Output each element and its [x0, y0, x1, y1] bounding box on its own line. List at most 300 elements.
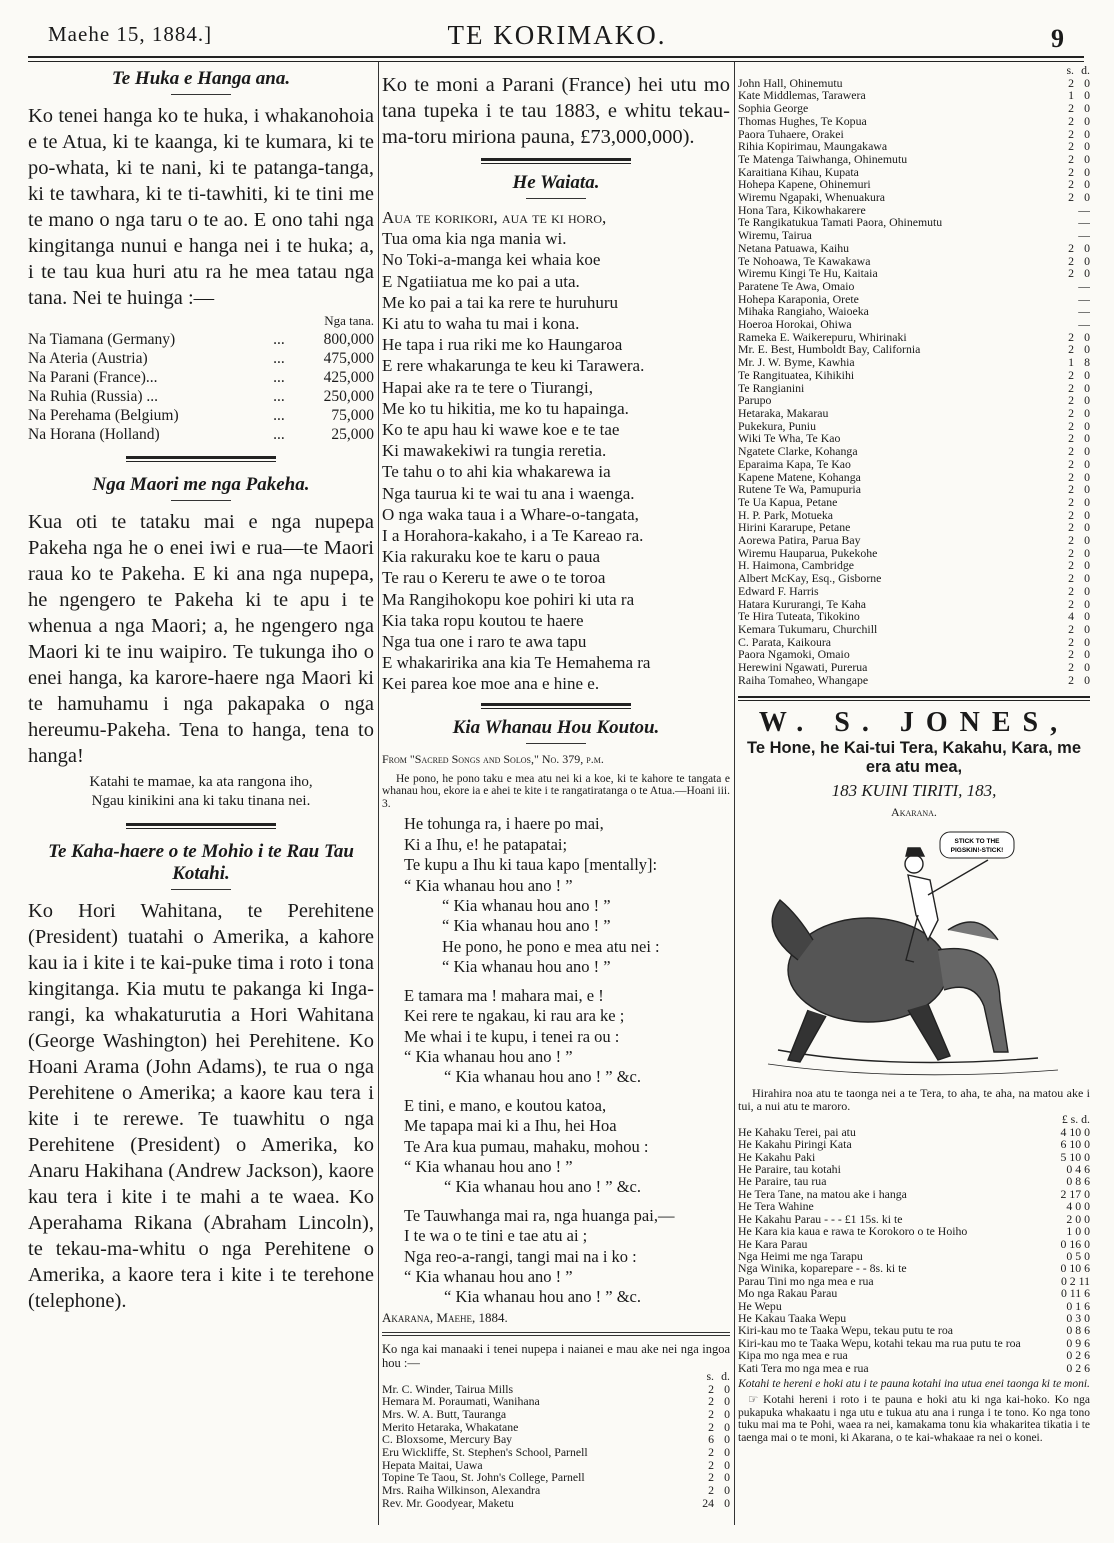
verse-line: Ki a Ihu, e! he patapatai; [404, 834, 568, 854]
list-item [738, 102, 1090, 115]
price-value: 0 10 6 [1060, 1261, 1090, 1276]
pence: 0 [724, 1470, 730, 1485]
ad-city: Akarana. [891, 805, 937, 820]
pence: 0 [1084, 520, 1090, 535]
pence: 8 [1084, 355, 1090, 370]
shillings: 1 [1068, 355, 1074, 370]
table-header: Nga tana. [324, 313, 374, 328]
column-divider [734, 62, 735, 1525]
subscriber-name: Albert McKay, Esq., Gisborne [738, 571, 882, 586]
shillings: 2 [708, 1445, 714, 1460]
list-item [738, 585, 1090, 598]
subscriber-name: Te Hira Tuteata, Tikokino [738, 609, 860, 624]
country-cell: Na Horana (Holland) [28, 426, 160, 443]
ad-intro: Hirahira noa atu te taonga nei a te Tera, to aha, te aha, na matou ake i tui, a nui atu te maroro. [738, 1086, 1090, 1114]
subscriber-name: Wiremu Kingi Te Hu, Kaitaia [738, 266, 878, 281]
verse-line: “ Kia whanau hou ano ! ” [442, 957, 611, 977]
shillings: 2 [708, 1419, 714, 1434]
price-value: 0 8 6 [1066, 1174, 1090, 1189]
price-row [738, 1262, 1090, 1274]
price-value: 0 2 6 [1066, 1348, 1090, 1363]
pence: 0 [1084, 647, 1090, 662]
country-cell: Na Tiamana (Germany) [28, 331, 176, 348]
horse-rider-illustration [738, 820, 1090, 1082]
shillings: 2 [1068, 494, 1074, 509]
price-row [738, 1362, 1090, 1374]
pence: 0 [724, 1394, 730, 1409]
masthead-title: TE KORIMAKO. [447, 20, 667, 50]
pence: 0 [1084, 494, 1090, 509]
verse-line: Me tapapa mai ki a Ihu, hei Hoa [404, 1116, 617, 1136]
shillings [1058, 216, 1074, 229]
page-number: 9 [1051, 24, 1064, 53]
shillings: 2 [1068, 139, 1074, 154]
list-item [738, 153, 1090, 166]
page-header [40, 20, 1074, 52]
title-rule [171, 889, 231, 890]
price-item: He Paraire, tau kotahi [738, 1162, 841, 1177]
shillings: 2 [1068, 507, 1074, 522]
subscriber-name: Raiha Tomaheo, Whangape [738, 672, 869, 687]
price-value: 0 3 0 [1066, 1310, 1090, 1325]
pence: 0 [1084, 126, 1090, 141]
verse-line [382, 1198, 730, 1206]
shillings [1058, 280, 1074, 293]
list-item [738, 445, 1090, 458]
verse-line: Aua te korikori, aua te ki horo, [382, 208, 607, 227]
hymn-verse [382, 814, 730, 1307]
shillings: 2 [1068, 660, 1074, 675]
list-item [738, 115, 1090, 128]
shillings: 2 [1068, 571, 1074, 586]
donor-name: C. Bloxsome, Mercury Bay [382, 1432, 513, 1447]
verse-line: E rere whakarunga te keu ki Tarawera. [382, 356, 645, 376]
verse-line: O nga waka taua i a Whare-o-tangata, [382, 504, 639, 524]
pence: 0 [1084, 431, 1090, 446]
donor-name: Eru Wickliffe, St. Stephen's School, Parnell [382, 1445, 588, 1460]
price-item: He Kakau Taaka Wepu [738, 1310, 847, 1325]
shillings: 2 [1068, 583, 1074, 598]
dots-cell: ... [273, 369, 285, 386]
pence: 0 [1084, 507, 1090, 522]
price-item: Kiri-kau mo te Taaka Wepu, tekau putu te roa [738, 1323, 953, 1338]
shillings: 2 [1068, 380, 1074, 395]
price-item: Parau Tini mo nga mea e rua [738, 1273, 874, 1288]
subscriber-name: Hohepa Kapene, Ohinemuri [738, 177, 871, 192]
verse-line: “ Kia whanau hou ano ! ” [404, 875, 573, 895]
shillings: 2 [1068, 75, 1074, 90]
subscriber-name: Mihaka Rangiaho, Waioeka [738, 304, 869, 319]
tonnage-cell: 250,000 [323, 388, 374, 405]
pence: 0 [724, 1419, 730, 1434]
donor-name: Merito Hetaraka, Whakatane [382, 1419, 519, 1434]
donor-name: Hepata Maitai, Uawa [382, 1457, 483, 1472]
ad-address: 183 KUINI TIRITI, 183, [831, 781, 997, 801]
verse-line: “ Kia whanau hou ano ! ” &c. [444, 1177, 642, 1197]
price-row [738, 1138, 1090, 1150]
shillings: 2 [1068, 647, 1074, 662]
list-item [738, 496, 1090, 509]
subscriber-name: Te Nohoawa, Te Kawakawa [738, 253, 871, 268]
pence: 0 [1084, 113, 1090, 128]
pence: 0 [1084, 533, 1090, 548]
price-value: 0 2 6 [1066, 1360, 1090, 1375]
price-item: He Kahaku Terei, pai atu [738, 1124, 856, 1139]
pence: 0 [1084, 672, 1090, 687]
pence: 0 [1084, 558, 1090, 573]
title-rule [526, 743, 586, 744]
list-item [738, 623, 1090, 636]
shillings: 2 [1068, 634, 1074, 649]
price-item: He Kakahu Parau - - - £1 15s. ki te [738, 1211, 903, 1226]
donor-name: Rev. Mr. Goodyear, Maketu [382, 1495, 514, 1510]
hymn-signature: Akarana, Maehe, 1884. [382, 1309, 508, 1325]
subscriber-name: Hohepa Karaponia, Orete [738, 291, 859, 306]
verse-line: “ Kia whanau hou ano ! ” &c. [444, 1067, 642, 1087]
verse-line: “ Kia whanau hou ano ! ” [404, 1156, 573, 1176]
pence: 0 [724, 1495, 730, 1510]
list-item [382, 1484, 730, 1497]
issue-date: Maehe 15, 1884.] [48, 22, 213, 46]
verse-line: Kia taka ropu koutou te haere [382, 610, 584, 630]
title-rule [171, 500, 231, 501]
list-item [738, 572, 1090, 585]
subscriber-name: H. Haimona, Cambridge [738, 558, 854, 573]
shillings: 2 [708, 1381, 714, 1396]
pence: 0 [1084, 596, 1090, 611]
price-value: 0 9 6 [1066, 1335, 1090, 1350]
table-row [28, 368, 374, 387]
subscriber-name: Mr. J. W. Byme, Kawhia [738, 355, 855, 370]
price-value: 0 8 6 [1066, 1323, 1090, 1338]
ad-note: Kotahi te hereni e hoki atu i te pauna kotahi ina utua enei taonga ki te moni. [738, 1377, 1090, 1390]
verse-line: Ma Rangihokopu koe pohiri ki uta ra [382, 589, 635, 609]
ad-footer: ☞ Kotahi hereni i roto i te pauna e hoki atu ki nga kai-hoko. Ko nga pukapuka whakaatu i nga utu e tukua atu ana i runga i te tono. Ko nga tono tuku mai ma te Pohi, waea ra nei, kamakama tonu kia whakaritea tikatia i te taenga mai o te moni, ki Akarana, o te kai-whakaae ra nei o konei. [738, 1394, 1090, 1444]
subscriber-name: Sophia George [738, 101, 809, 116]
subscriber-name: Hatara Kururangi, Te Kaha [738, 596, 867, 611]
shillings: 2 [708, 1457, 714, 1472]
column-divider [378, 62, 379, 1525]
country-cell: Na Ruhia (Russia) ... [28, 388, 159, 405]
list-item [738, 382, 1090, 395]
tonnage-cell: 800,000 [323, 331, 374, 348]
verse-line: “ Kia whanau hou ano ! ” [404, 1046, 573, 1066]
pence: 0 [1084, 266, 1090, 281]
verse-line [382, 1088, 730, 1096]
dots-cell: ... [273, 388, 285, 405]
verse-line: Te kupu a Ihu ki taua kapo [mentally]: [404, 855, 658, 875]
dots-cell: ... [273, 426, 285, 443]
article-body: Ko tenei hanga ko te huka, i whakanohoia e te Atua, ki te kaanga, ki te kumara, ki te po-whata, ki te nani, ki te patanga-tanga, ki te tawhara, ki te ti-tawhiti, ki te tini me te mano o nga taru o te ao. E ono tahi nga kingitanga nunui e hanga nei i te huka; a, i te tau kua huri atu ra he mea tatau nga tana. Nei te huinga :— [28, 105, 374, 309]
column-1 [28, 64, 374, 1529]
pence: — [1078, 228, 1090, 243]
country-cell: Na Parani (France)... [28, 369, 158, 386]
price-item: Kipa mo nga mea e rua [738, 1348, 848, 1363]
verse-line: He pono, he pono e mea atu nei : [442, 936, 660, 956]
pence: — [1078, 317, 1090, 332]
title-rule [526, 198, 586, 199]
subscriber-name: Wiremu Ngapaki, Whenuakura [738, 190, 886, 205]
verse-line: I te wa o te tini e tae atu ai ; [404, 1226, 588, 1246]
svg-text:PIGSKIN!-STICK!: PIGSKIN!-STICK! [950, 847, 1004, 855]
verse-line: Ngau kinikini ana ki taku tinana nei. [91, 793, 311, 809]
article-title: Te Huka e Hanga ana. [111, 68, 291, 89]
shillings: 2 [1068, 520, 1074, 535]
price-value: 2 0 0 [1066, 1211, 1090, 1226]
list-item [738, 407, 1090, 420]
shillings: 2 [1068, 444, 1074, 459]
ad-tagline: Te Hone, he Kai-tui Tera, Kakahu, Kara, me era atu mea, [746, 739, 1082, 777]
pence: 0 [724, 1406, 730, 1421]
pence: 0 [1084, 190, 1090, 205]
verse-line: “ Kia whanau hou ano ! ” &c. [444, 1287, 642, 1307]
pence: — [1078, 278, 1090, 293]
pence: 0 [724, 1432, 730, 1447]
price-row [738, 1200, 1090, 1212]
pence: 0 [1084, 482, 1090, 497]
pence: 0 [724, 1445, 730, 1460]
pence: 0 [1084, 456, 1090, 471]
donors-table: s. d. Mr. C. Winder, Tairua Mills 2 0 Hemara M. Poraumati, Wanihana 2 0 Mrs. W. A. Butt, Tauranga 2 0 Merito Hetaraka, Whakatane 2 0 C. Bloxsome, Mercury Bay 6 0 Eru Wickliffe, St. Stephen's School, Parnell 2 0 Hepata Maitai, Uawa 2 0 Topine Te Taou, St. John's College, Parnell 2 0 Mrs. Raiha Wilkinson, Alexandra 2 0 Rev. Mr. Goodyear, Maketu 24 0 [382, 1368, 730, 1510]
country-cell: Na Perehama (Belgium) [28, 407, 179, 424]
price-value: 0 5 0 [1066, 1248, 1090, 1263]
tonnage-cell: 25,000 [331, 426, 374, 443]
subscriber-name: Hirini Kararupe, Petane [738, 520, 851, 535]
pence: 0 [1084, 418, 1090, 433]
tonnage-cell: 425,000 [323, 369, 374, 386]
article-title: Kia Whanau Hou Koutou. [452, 716, 660, 738]
shillings: 2 [1068, 545, 1074, 560]
subscriber-name: Herewini Ngawati, Purerua [738, 660, 868, 675]
verse-line [382, 978, 730, 986]
pence: 0 [1084, 88, 1090, 103]
price-item: He Kara kia kaua e rawa te Korokoro o te Hoiho [738, 1224, 968, 1239]
pence: 0 [1084, 393, 1090, 408]
pence: 0 [1084, 240, 1090, 255]
section-separator [126, 456, 276, 462]
subscriber-name: Paora Tuhaere, Orakei [738, 126, 844, 141]
shillings: 4 [1068, 609, 1074, 624]
verse-line: Te Tauwhanga mai ra, nga huanga pai,— [404, 1205, 675, 1225]
price-value: 0 16 0 [1060, 1236, 1090, 1251]
price-item: He Tera Wahine [738, 1199, 814, 1214]
price-item: Mo nga Rakau Parau [738, 1286, 838, 1301]
pence: 0 [1084, 405, 1090, 420]
verse-line: Me ko pai a tai ka rere te huruhuru [382, 292, 619, 312]
article-body: Ko te moni a Parani (France) hei utu mo tana tupeka i te tau 1883, e whitu tekau-ma-toru miriona pauna, £73,000,000). [382, 74, 730, 148]
shillings: 2 [1068, 456, 1074, 471]
shillings: 2 [1068, 405, 1074, 420]
verse-line: Kia rakuraku koe te karu o paua [382, 547, 601, 567]
article-body: Ko Hori Wahitana, te Perehitene (President) tuatahi o Amerika, a kahore kau ia i kite i te kai-puke tima i roto i tona kingitanga. Kia mutu te pakanga ki Inga-rangi, ka whakaturutia a Hori Wahitana (George Washington) hei Perehitene. Ko Hoani Arama (John Adams), te rua o nga Perehitene o Amerika; a kaore kau tera i kite i te rerewe. Te tuawhitu o nga Perehitene (President) o Amerika, ko Anaru Hakihana (Andrew Jackson), kaore kau tera i kite i te mahi a te waea. Ko Aperahama Rikana (Abraham Lincoln), te tekau-ma-whitu o nga Perehitene o Amerika, a kaore tera i kite i te terehone (telephone). [28, 900, 374, 1312]
pence: 0 [1084, 367, 1090, 382]
shillings: 2 [1068, 266, 1074, 281]
shillings: 6 [708, 1432, 714, 1447]
shillings: 24 [702, 1495, 714, 1510]
price-header: £ s. d. [1061, 1112, 1090, 1127]
tonnage-cell: 475,000 [323, 350, 374, 367]
subscriber-name: Wiremu, Tairua [738, 228, 812, 243]
shillings: 2 [708, 1394, 714, 1409]
pence: 0 [1084, 469, 1090, 484]
price-item: Kiri-kau mo te Taaka Wepu, kotahi tekau ma rua putu te roa [738, 1335, 1021, 1350]
list-item [738, 661, 1090, 674]
shillings: 2 [1068, 393, 1074, 408]
shillings: 2 [708, 1406, 714, 1421]
list-item [738, 356, 1090, 369]
pence: — [1078, 215, 1090, 230]
subscriber-name: Te Matenga Taiwhanga, Ohinemutu [738, 151, 908, 166]
donors-intro: Ko nga kai manaaki i tenei nupepa i naianei e mau ake nei nga ingoa hou :— [382, 1341, 730, 1370]
shillings [1058, 305, 1074, 318]
advertiser-name: W. S. JONES, [758, 707, 1070, 739]
donor-name: Mr. C. Winder, Tairua Mills [382, 1381, 514, 1396]
subscriber-name: Kate Middlemas, Tarawera [738, 88, 866, 103]
table-row [28, 425, 374, 444]
article-title: He Waiata. [512, 172, 600, 193]
shillings: 2 [1068, 177, 1074, 192]
price-table [738, 1113, 1090, 1374]
subscriber-name: Karaitiana Kihau, Kupata [738, 164, 859, 179]
verse-line: Te rau o Kereru te awe o te toroa [382, 568, 606, 588]
pence: 0 [1084, 444, 1090, 459]
shillings: 1 [1068, 88, 1074, 103]
column-2 [382, 64, 730, 1529]
table-row [28, 387, 374, 406]
list-item [738, 534, 1090, 547]
tonnage-cell: 75,000 [331, 407, 374, 424]
pence: 0 [724, 1457, 730, 1472]
shillings: 2 [1068, 482, 1074, 497]
verse-line: I a Horahora-kakaho, i a Te Kareao ra. [382, 526, 644, 546]
verse-line: Te Ara kua pumau, mahaku, mohou : [404, 1136, 649, 1156]
pence: 0 [1084, 571, 1090, 586]
dots-cell: ... [273, 407, 285, 424]
pence: 0 [724, 1483, 730, 1498]
pence: — [1078, 291, 1090, 306]
verse-line: Katahi te mamae, ka ata rangona iho, [89, 774, 313, 790]
table-row [28, 330, 374, 349]
subscriber-name: Netana Patuawa, Kaihu [738, 240, 850, 255]
verse-line: He tohunga ra, i haere po mai, [404, 814, 604, 834]
shillings: 2 [1068, 558, 1074, 573]
verse-line: E tini, e mano, e koutou katoa, [404, 1095, 607, 1115]
shillings: 2 [708, 1470, 714, 1485]
dots-cell: ... [273, 350, 285, 367]
subscriber-name: Paratene Te Awa, Omaio [738, 278, 855, 293]
price-item: Kati Tera mo nga mea e rua [738, 1360, 869, 1375]
subscriber-name: Mr. E. Best, Humboldt Bay, California [738, 342, 921, 357]
price-item: Nga Winika, koparepare - - 8s. ki te [738, 1261, 907, 1276]
shillings: 2 [708, 1483, 714, 1498]
subscriber-name: C. Parata, Kaikoura [738, 634, 832, 649]
price-value: 0 1 6 [1066, 1298, 1090, 1313]
header-rule [28, 56, 1084, 62]
subscriber-name: Te Rangikatukua Tamati Paora, Ohinemutu [738, 215, 943, 230]
donor-name: Mrs. Raiha Wilkinson, Alexandra [382, 1483, 541, 1498]
verse-line: He tapa i rua riki me ko Haungaroa [382, 335, 623, 355]
article-title: Nga Maori me nga Pakeha. [92, 474, 310, 495]
price-value: 5 10 0 [1060, 1149, 1090, 1164]
list-item [382, 1408, 730, 1421]
pence: 0 [1084, 139, 1090, 154]
list-item [738, 191, 1090, 204]
pence: 0 [1084, 545, 1090, 560]
subscriber-name: Kemara Tukumaru, Churchill [738, 621, 878, 636]
article-body: Kua oti te tataku mai e nga nupepa Pakeha nga he o enei iwi e rua—te Maori raua ko te Pakeha. E ki ana nga nupepa, he ngengero te Pakeha ki te apu i te whenua a nga Maori; a, he ngengero nga Maori ki te inu waipiro. Te tukunga iho o enei hanga, ka karore-haere nga Maori ki te hamuhamu i nga pakapaka o nga hereumu-Pakeha. Tena to hanga, tena to hanga! [28, 511, 374, 767]
pence: 0 [1084, 380, 1090, 395]
price-value: 0 11 6 [1060, 1286, 1090, 1301]
subscriber-name: Rameka E. Waikerepuru, Whirinaki [738, 329, 907, 344]
speech-balloon [940, 832, 1014, 858]
price-row [738, 1324, 1090, 1336]
price-item: He Kara Parau [738, 1236, 808, 1251]
pence: 0 [1084, 634, 1090, 649]
subscriber-name: Hetaraka, Makarau [738, 405, 829, 420]
title-rule [171, 94, 231, 95]
pence: — [1078, 304, 1090, 319]
list-item [738, 229, 1090, 242]
list-item [738, 318, 1090, 331]
list-item [382, 1446, 730, 1459]
table-row [28, 349, 374, 368]
shillings: 2 [1068, 240, 1074, 255]
pence: 0 [1084, 75, 1090, 90]
list-item [738, 674, 1090, 687]
list-item [738, 458, 1090, 471]
verse-line: E tamara ma ! mahara mai, e ! [404, 985, 604, 1005]
column-3 [738, 64, 1090, 1529]
donor-name: Hemara M. Poraumati, Wanihana [382, 1394, 540, 1409]
pence: 0 [724, 1381, 730, 1396]
price-item: He Tera Tane, na matou ake i hanga [738, 1186, 907, 1201]
subscriber-name: Paora Ngamoki, Omaio [738, 647, 850, 662]
shillings: 2 [1068, 151, 1074, 166]
subscriber-name: Thomas Hughes, Te Kopua [738, 113, 867, 128]
list-item [382, 1497, 730, 1510]
list-item [738, 280, 1090, 293]
verse-line: E Ngatiiatua me ko pai a uta. [382, 271, 580, 291]
hymn-source: From "Sacred Songs and Solos," No. 379, p.m. [382, 751, 604, 766]
shillings: 2 [1068, 329, 1074, 344]
subscriber-name: Aorewa Patira, Parua Bay [738, 533, 861, 548]
subscriber-name: Ngatete Clarke, Kohanga [738, 444, 858, 459]
pence: 0 [1084, 329, 1090, 344]
list-item [738, 242, 1090, 255]
list-item [382, 1395, 730, 1408]
subscriber-name: Parupo [738, 393, 772, 408]
verse-line: Kei parea koe moe ana e hine e. [382, 674, 600, 694]
shillings [1058, 293, 1074, 306]
price-value: 2 17 0 [1060, 1186, 1090, 1201]
pence: 0 [1084, 660, 1090, 675]
pence: 0 [1084, 342, 1090, 357]
verse-line: Ko te apu hau ki wawe koe e te tae [382, 420, 620, 440]
shillings: 2 [1068, 113, 1074, 128]
shillings: 2 [1068, 431, 1074, 446]
verse-line: Nga tua one i raro te awa tapu [382, 632, 587, 652]
pence: — [1078, 202, 1090, 217]
list-item [738, 483, 1090, 496]
price-item: He Wepu [738, 1298, 782, 1313]
verse-line: Te tahu o to ahi kia whakarewa ia [382, 462, 611, 482]
verse-line: “ Kia whanau hou ano ! ” [442, 896, 611, 916]
price-row [738, 1287, 1090, 1299]
donor-name: Mrs. W. A. Butt, Tauranga [382, 1406, 507, 1421]
shillings: 2 [1068, 342, 1074, 357]
section-separator [481, 158, 631, 164]
price-item: He Paraire, tau rua [738, 1174, 827, 1189]
